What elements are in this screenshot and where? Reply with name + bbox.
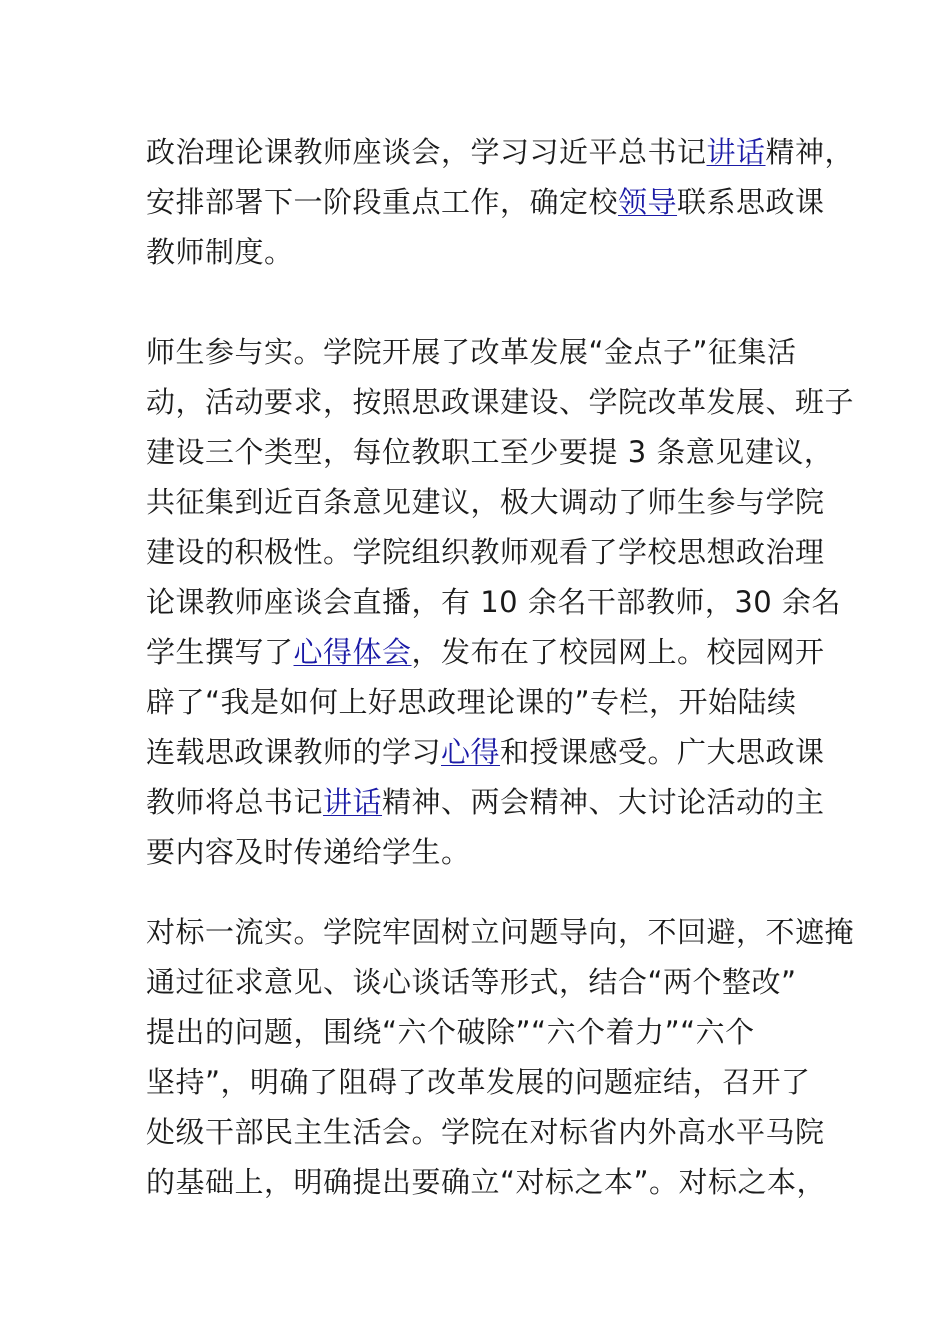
text-segment: 动，活动要求，按照思政课建设、学院改革发展、班子 [146, 385, 855, 419]
text-segment: 安排部署下一阶段重点工作，确定校 [146, 185, 619, 219]
text-line [146, 180, 846, 224]
text-segment: 学生撰写了 [146, 635, 294, 669]
inline-link[interactable]: 领导 [618, 185, 678, 219]
text-line [146, 730, 846, 774]
text-segment: 通过征求意见、谈心谈话等形式，结合“两个整改” [146, 965, 797, 999]
inline-link[interactable]: 讲话 [706, 135, 766, 169]
text-segment: 师生参与实。学院开展了改革发展“金点子”征集活 [146, 335, 797, 369]
inline-link[interactable]: 心得体会 [293, 635, 412, 669]
inline-link[interactable]: 心得 [441, 735, 501, 769]
text-segment: 和授课感受。广大思政课 [500, 735, 825, 769]
text-line [146, 430, 846, 474]
text-segment: 建设的积极性。学院组织教师观看了学校思想政治理 [146, 535, 825, 569]
text-line [146, 330, 846, 374]
text-line [146, 480, 846, 524]
text-segment: ，发布在了校园网上。校园网开 [411, 635, 825, 669]
text-line [146, 780, 846, 824]
text-line [146, 630, 846, 674]
text-segment: 建设三个类型，每位教职工至少要提 3 条意见建议， [146, 435, 834, 469]
text-segment: 对标一流实。学院牢固树立问题导向，不回避，不遮掩 [146, 915, 855, 949]
text-segment: 坚持”，明确了阻碍了改革发展的问题症结，召开了 [146, 1065, 811, 1099]
text-line [146, 230, 846, 274]
text-segment: 要内容及时传递给学生。 [146, 835, 471, 869]
text-line [146, 1010, 846, 1054]
text-segment: 辟了“我是如何上好思政理论课的”专栏，开始陆续 [146, 685, 797, 719]
text-line [146, 960, 846, 1004]
text-line [146, 1110, 846, 1154]
text-segment: 连载思政课教师的学习 [146, 735, 442, 769]
text-line [146, 1060, 846, 1104]
text-line [146, 130, 855, 174]
text-line [146, 910, 855, 954]
text-segment: 政治理论课教师座谈会，学习习近平总书记 [146, 135, 707, 169]
text-segment: 论课教师座谈会直播，有 10 余名干部教师，30 余名 [146, 585, 841, 619]
text-segment: 共征集到近百条意见建议，极大调动了师生参与学院 [146, 485, 825, 519]
text-line [146, 830, 846, 874]
text-segment: 教师将总书记 [146, 785, 324, 819]
text-segment: 联系思政课 [677, 185, 825, 219]
text-line [146, 580, 846, 624]
text-segment: 的基础上，明确提出要确立“对标之本”。对标之本， [146, 1165, 827, 1199]
text-segment: 精神、两会精神、大讨论活动的主 [382, 785, 825, 819]
text-segment: 精神， [765, 135, 855, 169]
text-line [146, 530, 846, 574]
text-segment: 处级干部民主生活会。学院在对标省内外高水平马院 [146, 1115, 825, 1149]
text-line [146, 380, 855, 424]
text-segment: 教师制度。 [146, 235, 294, 269]
inline-link[interactable]: 讲话 [323, 785, 383, 819]
text-line [146, 1160, 846, 1204]
text-line [146, 680, 846, 724]
text-segment: 提出的问题，围绕“六个破除”“六个着力”“六个 [146, 1015, 755, 1049]
